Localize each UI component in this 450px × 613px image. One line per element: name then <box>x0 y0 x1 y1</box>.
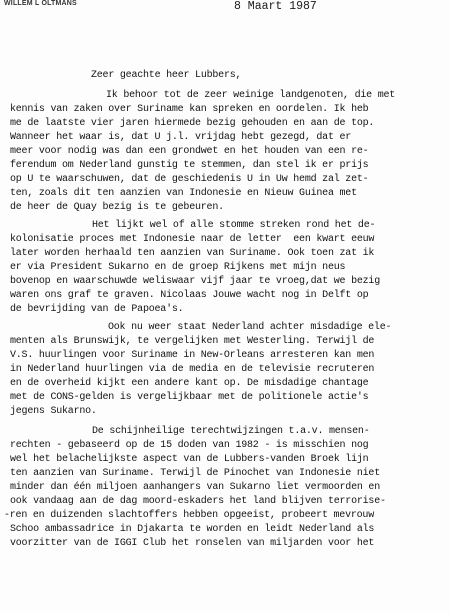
text-line: later worden herhaald ten aanzien van Suriname. Ook toen zat ik <box>10 248 375 259</box>
text-line: op U te waarschuwen, dat de geschiedenis U in Uw hemd zal zet- <box>10 174 369 185</box>
text-line: er via President Sukarno en de groep Rijkens met mijn neus <box>10 262 346 273</box>
text-line: en de overheid kijkt een andere kant op. De misdadige chantage <box>10 378 369 389</box>
text-line: V.S. huurlingen voor Suriname in New-Orleans arresteren kan men <box>10 350 375 361</box>
text-line: minder dan één miljoen aanhangers van Sukarno liet vermoorden en <box>10 482 380 493</box>
text-line: kolonisatie proces met Indonesie naar de letter een kwart eeuw <box>10 234 375 245</box>
text-line: ten aanzien van Suriname. Terwijl de Pinochet van Indonesie niet <box>10 468 380 479</box>
text-line: rechten - gebaseerd op de 15 doden van 1982 - is misschien nog <box>10 440 369 451</box>
text-line: met de CONS-gelden is vergelijkbaar met de politionele actie's <box>10 392 369 403</box>
text-line: Ik behoor tot de zeer weinige landgenoten, die met <box>106 90 396 101</box>
text-line: Het lijkt wel of alle stomme streken rond het de- <box>92 220 376 231</box>
text-line: kennis van zaken over Suriname kan spreken en oordelen. Ik heb <box>10 104 369 115</box>
text-line: in Nederland huurlingen via de media en de televisie recruteren <box>10 364 375 375</box>
text-line: ook vandaag aan de dag moord-eskaders het land blijven terrorise- <box>10 496 386 507</box>
salutation: Zeer geachte heer Lubbers, <box>91 70 242 81</box>
text-line: me de laatste vier jaren hiermede bezig gehouden en aan de top. <box>10 118 375 129</box>
text-line: waren ons graf te graven. Nicolaas Jouwe wacht nog in Delft op <box>10 290 369 301</box>
letterhead: WILLEM L OLTMANS <box>4 0 77 7</box>
text-line: de bevrijding van de Papoea's. <box>10 304 184 315</box>
text-line: Ook nu weer staat Nederland achter misdadige ele- <box>108 322 392 333</box>
text-line: de heer de Quay bezig is te gebeuren. <box>10 202 224 213</box>
text-line: ten, zoals dit ten aanzien van Indonesie en Nieuw Guinea met <box>10 188 357 199</box>
text-line: voorzitter van de IGGI Club het ronselen van miljarden voor het <box>10 538 375 549</box>
text-line: wel het belachelijkste aspect van de Lubbers-vanden Broek lijn <box>10 454 369 465</box>
text-line: -ren en duizenden slachtoffers hebben opgeeist, probeert mevrouw <box>4 510 374 521</box>
text-line: ferendum om Nederland gunstig te stemmen, dan stel ik er prijs <box>10 160 369 171</box>
text-line: meer voor nodig was dan een grondwet en het houden van een re- <box>10 146 369 157</box>
text-line: Schoo ambassadrice in Djakarta te worden en leidt Nederland als <box>10 524 375 535</box>
text-line: menten als Brunswijk, te vergelijken met Westerling. Terwijl de <box>10 336 375 347</box>
letter-date: 8 Maart 1987 <box>234 0 317 13</box>
text-line: bovenop en waarschuwde weliswaar vijf jaar te vroeg,dat we bezig <box>10 276 380 287</box>
text-line: De schijnheilige terechtwijzingen t.a.v. mensen- <box>92 426 370 437</box>
text-line: jegens Sukarno. <box>10 406 97 417</box>
text-line: Wanneer het waar is, dat U j.l. vrijdag hebt gezegd, dat er <box>10 132 352 143</box>
